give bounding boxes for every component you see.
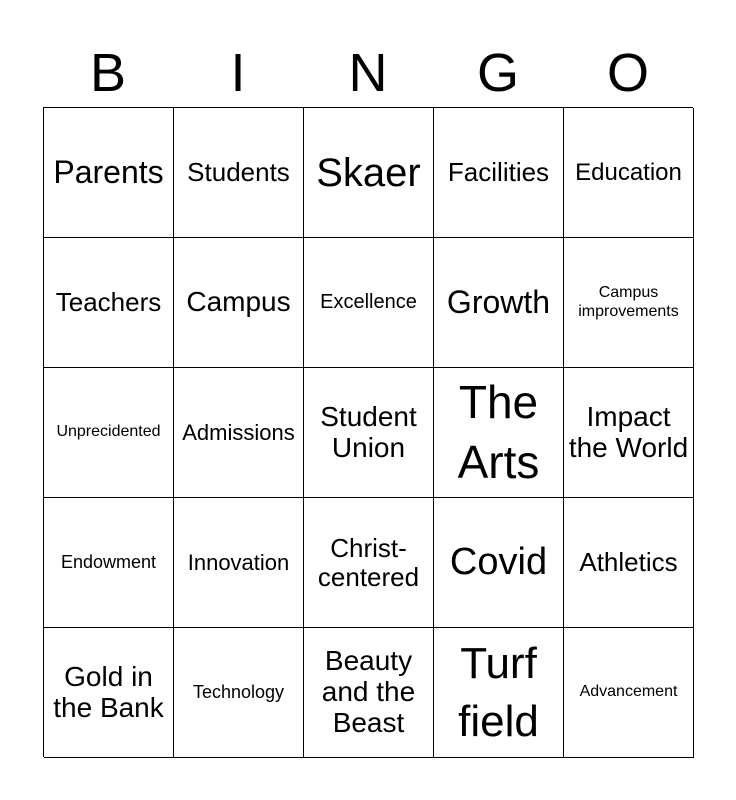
header-letter-b: B: [89, 43, 127, 103]
bingo-cell[interactable]: Unprecidented: [44, 368, 174, 498]
bingo-cell[interactable]: Campus improvements: [564, 238, 694, 368]
bingo-cell[interactable]: Beauty and the Beast: [304, 628, 434, 758]
bingo-cell[interactable]: Student Union: [304, 368, 434, 498]
bingo-cell[interactable]: Admissions: [174, 368, 304, 498]
bingo-cell[interactable]: Campus: [174, 238, 304, 368]
bingo-cell[interactable]: Excellence: [304, 238, 434, 368]
bingo-cell[interactable]: Endowment: [44, 498, 174, 628]
bingo-cell[interactable]: Education: [564, 108, 694, 238]
header-letter-i: I: [230, 43, 246, 103]
bingo-cell[interactable]: Christ-centered: [304, 498, 434, 628]
bingo-cell[interactable]: Facilities: [434, 108, 564, 238]
bingo-cell[interactable]: Athletics: [564, 498, 694, 628]
bingo-cell[interactable]: Covid: [434, 498, 564, 628]
bingo-board: [43, 107, 693, 757]
bingo-cell[interactable]: Parents: [44, 108, 174, 238]
bingo-cell[interactable]: Gold in the Bank: [44, 628, 174, 758]
bingo-cell[interactable]: Impact the World: [564, 368, 694, 498]
bingo-cell[interactable]: The Arts: [434, 368, 564, 498]
bingo-cell[interactable]: Growth: [434, 238, 564, 368]
bingo-cell[interactable]: Students: [174, 108, 304, 238]
bingo-header: [43, 40, 693, 106]
header-letter-o: O: [606, 43, 649, 103]
bingo-cell[interactable]: Skaer: [304, 108, 434, 238]
header-letter-n: N: [348, 43, 388, 103]
bingo-cell[interactable]: Technology: [174, 628, 304, 758]
bingo-cell[interactable]: Teachers: [44, 238, 174, 368]
bingo-cell[interactable]: Advancement: [564, 628, 694, 758]
bingo-cell[interactable]: Turf field: [434, 628, 564, 758]
header-letter-g: G: [476, 43, 519, 103]
bingo-cell[interactable]: Innovation: [174, 498, 304, 628]
